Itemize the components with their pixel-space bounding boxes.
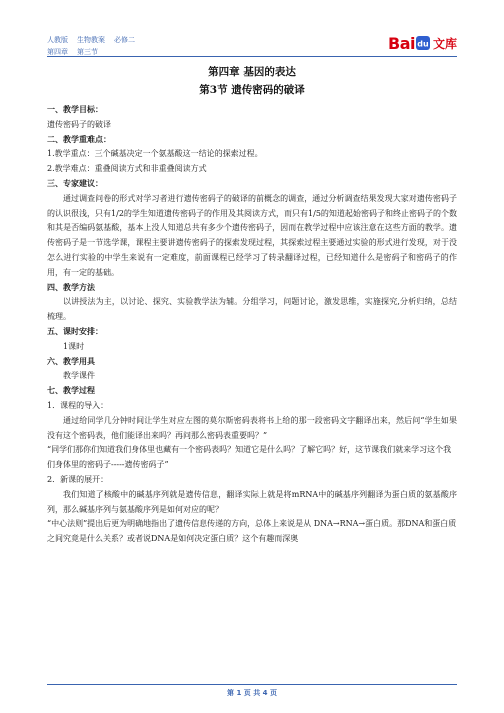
logo-wenku: 文库	[432, 36, 457, 51]
logo-du: du	[417, 39, 429, 49]
section-heading: 七、教学过程	[47, 386, 95, 396]
header-volume: 必修二	[114, 36, 135, 44]
header-chapter: 第四章	[47, 48, 68, 56]
header-book: 人教版	[47, 36, 68, 44]
paragraph: 我们知道了核酸中的碱基序列就是遗传信息，翻译实际上就是将mRNA中的碱基序列翻译为蛋白质的氨基酸序列，那么碱基序列与氨基酸序列是如何对应的呢？	[47, 489, 457, 514]
chapter-title: 第四章 基因的表达	[208, 66, 296, 78]
paragraph: “中心法则”提出后更为明确地指出了遗传信息传递的方向，总体上来说是从 DNA→RNA→蛋白质。那DNA和蛋白质之间究竟是什么关系？或者说DNA是如何决定蛋白质？这个有趣而深奥	[47, 519, 457, 544]
paragraph: 以讲授法为主，以讨论、探究、实验教学法为辅。分组学习，问题讨论，激发思维，实施探究,分析归纳，总结梳理。	[47, 297, 457, 322]
section-heading: 五、课时安排：	[47, 326, 103, 336]
header-subject: 生物教案	[77, 36, 105, 44]
section-title: 第3节 遗传密码的破译	[199, 84, 305, 96]
page-number: 第 1 页 共 4 页	[227, 689, 277, 697]
paragraph: 1．课程的导入：	[47, 400, 109, 410]
header-meta	[47, 34, 135, 58]
paragraph: 2.教学难点：重叠阅读方式和非重叠阅读方式	[47, 164, 207, 174]
section-heading: 四、教学方法	[47, 282, 95, 292]
paragraph: 遗传密码子的破译	[47, 119, 111, 129]
paragraph: 2．新课的展开：	[47, 474, 109, 484]
paragraph: 通过给同学几分钟时间让学生对应左图的莫尔斯密码表将书上给的那一段密码文字翻译出来，然后问“学生如果没有这个密码表，他们能译出来吗？再问那么密码表重要吗？”	[47, 415, 457, 440]
paragraph: 1课时	[63, 341, 85, 351]
logo-bai: Bai	[388, 33, 415, 53]
footer-divider	[47, 684, 457, 685]
paragraph: 1.教学重点：三个碱基决定一个氨基酸这一结论的探索过程。	[47, 149, 263, 159]
header-section: 第三节	[77, 48, 98, 56]
header-divider	[47, 56, 457, 57]
paragraph: 教学课件	[63, 371, 95, 381]
paragraph: 通过调查问卷的形式对学习者进行遗传密码子的破译的前概念的调查，通过分析调查结果发现大家对遗传密码子的认识很浅，只有1/2的学生知道遗传密码子的作用及其阅读方式，而只有1/5的知道起始密码子和终止密码子的个数和其是否编码氨基酸，基本上没人知道总共有多少个遗传密码子，因而在教学过程中应该注意在这些方面的教学。遗传密码子是一节选学课，课程主要讲遗传密码子的探索发现过程，其探索过程主要通过实验的形式进行发现，对于没怎么进行实验的中学生来说有一定难度，前面课程已经学习了转录翻译过程，已经知道什么是密码子和密码子的作用，有一定的基础。	[47, 193, 457, 277]
document-body	[47, 103, 457, 547]
paragraph: “同学们那你们知道我们身体里也藏有一个密码表吗？知道它是什么吗？了解它吗？好，这节课我们就来学习这个我们身体里的密码子-----遗传密码子”	[47, 445, 452, 470]
section-heading: 六、教学用具	[47, 356, 95, 366]
section-heading: 一、教学目标：	[47, 105, 103, 114]
baidu-wenku-logo	[388, 34, 457, 52]
paw-icon	[416, 36, 430, 50]
section-heading: 二、教学重难点：	[47, 134, 111, 144]
section-heading: 三、专家建议：	[47, 178, 103, 188]
